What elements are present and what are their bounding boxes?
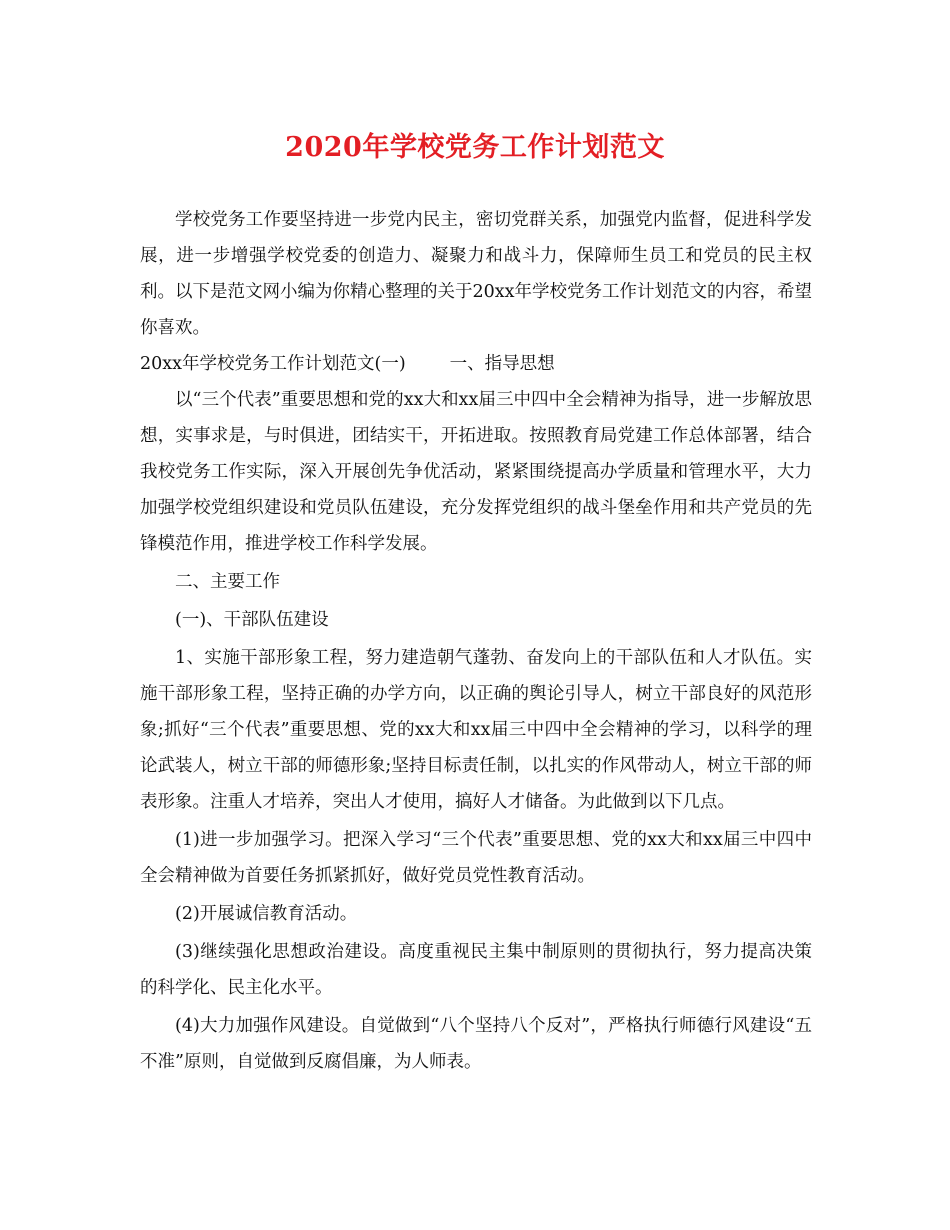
conduct-item-paragraph: (4)大力加强作风建设。自觉做到“八个坚持八个反对”，严格执行师德行风建设“五不准”原则，自觉做到反腐倡廉，为人师表。	[140, 1016, 812, 1072]
study-item-paragraph: (1)进一步加强学习。把深入学习“三个代表”重要思想、党的xx大和xx届三中四中全会精神做为首要任务抓紧抓好，做好党员党性教育活动。	[140, 830, 812, 886]
integrity-item-paragraph: (2)开展诚信教育活动。	[175, 904, 358, 924]
section-heading-right: 一、指导思想	[449, 354, 555, 374]
document-body	[140, 202, 812, 1080]
main-work-heading: 二、主要工作	[175, 572, 280, 592]
section-heading-left: 20xx年学校党务工作计划范文(一)	[140, 354, 406, 374]
cadre-team-heading: (一)、干部队伍建设	[175, 610, 329, 630]
ideology-item-paragraph: (3)继续强化思想政治建设。高度重视民主集中制原则的贯彻执行，努力提高决策的科学化、民主化水平。	[140, 942, 812, 998]
guiding-thought-paragraph: 以“三个代表”重要思想和党的xx大和xx届三中四中全会精神为指导，进一步解放思想，实事求是，与时俱进，团结实干，开拓进取。按照教育局党建工作总体部署，结合我校党务工作实际，深入开展创先争优活动，紧紧围绕提高办学质量和管理水平，大力加强学校党组织建设和党员队伍建设，充分发挥党组织的战斗堡垒作用和共产党员的先锋模范作用，推进学校工作科学发展。	[140, 390, 812, 554]
intro-paragraph: 学校党务工作要坚持进一步党内民主，密切党群关系，加强党内监督，促进科学发展，进一步增强学校党委的创造力、凝聚力和战斗力，保障师生员工和党员的民主权利。以下是范文网小编为你精心整理的关于20xx年学校党务工作计划范文的内容，希望你喜欢。	[140, 210, 813, 338]
section-heading-line	[140, 346, 812, 382]
page-title: 2020年学校党务工作计划范文	[285, 132, 665, 163]
cadre-image-paragraph: 1、实施干部形象工程，努力建造朝气蓬勃、奋发向上的干部队伍和人才队伍。实施干部形象工程，坚持正确的办学方向，以正确的舆论引导人，树立干部良好的风范形象;抓好“三个代表”重要思想、党的xx大和xx届三中四中全会精神的学习，以科学的理论武装人，树立干部的师德形象;坚持目标责任制，以扎实的作风带动人，树立干部的师表形象。注重人才培养，突出人才使用，搞好人才储备。为此做到以下几点。	[140, 648, 812, 812]
